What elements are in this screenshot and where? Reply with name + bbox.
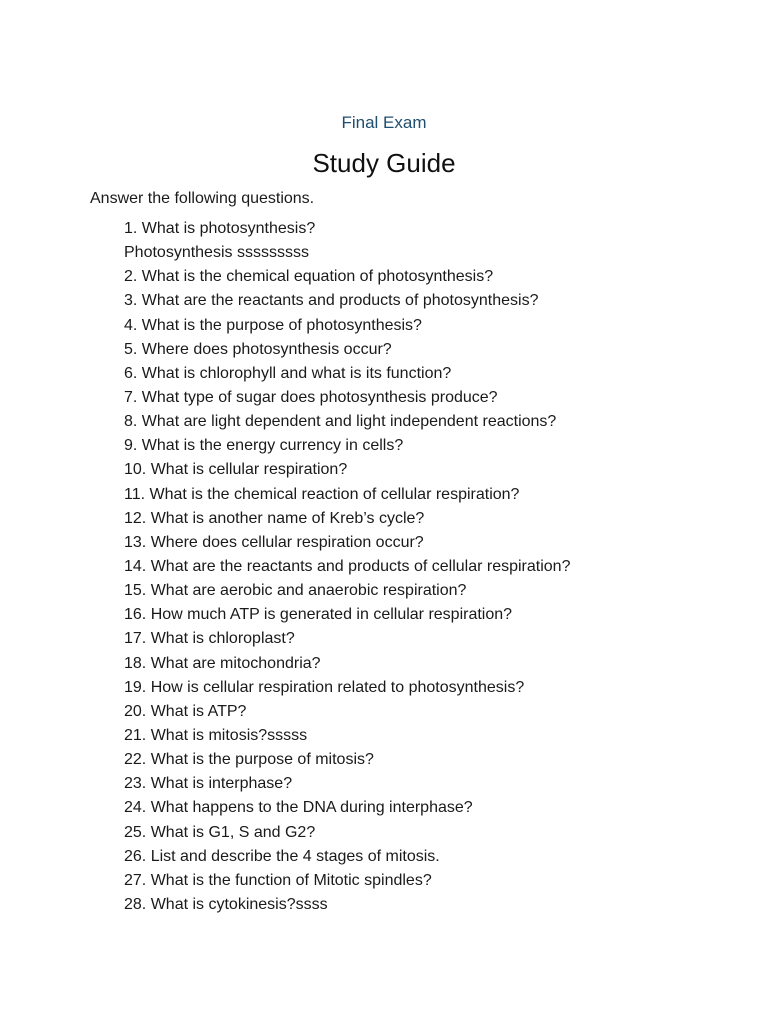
list-item: 22. What is the purpose of mitosis? [124, 751, 374, 769]
document-subtitle: Final Exam [341, 113, 427, 132]
list-item: 15. What are aerobic and anaerobic respiration? [124, 582, 467, 600]
instructions-text: Answer the following questions. [90, 190, 315, 207]
list-item: 24. What happens to the DNA during interphase? [124, 799, 473, 817]
document-title: Study Guide [312, 148, 456, 178]
list-item: 25. What is G1, S and G2? [124, 823, 316, 841]
list-item: 28. What is cytokinesis?ssss [124, 895, 328, 913]
list-item: 4. What is the purpose of photosynthesis? [124, 316, 422, 334]
list-item: 27. What is the function of Mitotic spindles? [124, 871, 432, 889]
list-item: 26. List and describe the 4 stages of mitosis. [124, 847, 440, 865]
list-item: 8. What are light dependent and light independent reactions? [124, 413, 557, 431]
answer-line: Photosynthesis sssssssss [124, 244, 309, 262]
list-item: 11. What is the chemical reaction of cellular respiration? [124, 485, 520, 503]
list-item: 10. What is cellular respiration? [124, 461, 348, 479]
list-item: 19. How is cellular respiration related to photosynthesis? [124, 678, 525, 696]
list-item: 1. What is photosynthesis? [124, 220, 316, 237]
question-list [124, 217, 570, 917]
list-item: 17. What is chloroplast? [124, 630, 295, 648]
list-item: 14. What are the reactants and products of cellular respiration? [124, 557, 571, 575]
list-item: 23. What is interphase? [124, 775, 293, 793]
list-item: 6. What is chlorophyll and what is its function? [124, 364, 452, 382]
list-item: 7. What type of sugar does photosynthesis produce? [124, 388, 498, 406]
list-item: 3. What are the reactants and products of photosynthesis? [124, 292, 539, 310]
list-item: 13. Where does cellular respiration occur? [124, 533, 424, 551]
list-item: 20. What is ATP? [124, 702, 247, 720]
list-item: 5. Where does photosynthesis occur? [124, 340, 392, 358]
list-item: 18. What are mitochondria? [124, 654, 321, 672]
list-item: 16. How much ATP is generated in cellular respiration? [124, 606, 513, 624]
list-item: 12. What is another name of Kreb’s cycle? [124, 509, 425, 527]
list-item: 21. What is mitosis?sssss [124, 726, 308, 744]
list-item: 9. What is the energy currency in cells? [124, 437, 404, 455]
list-item: 2. What is the chemical equation of photosynthesis? [124, 268, 494, 286]
